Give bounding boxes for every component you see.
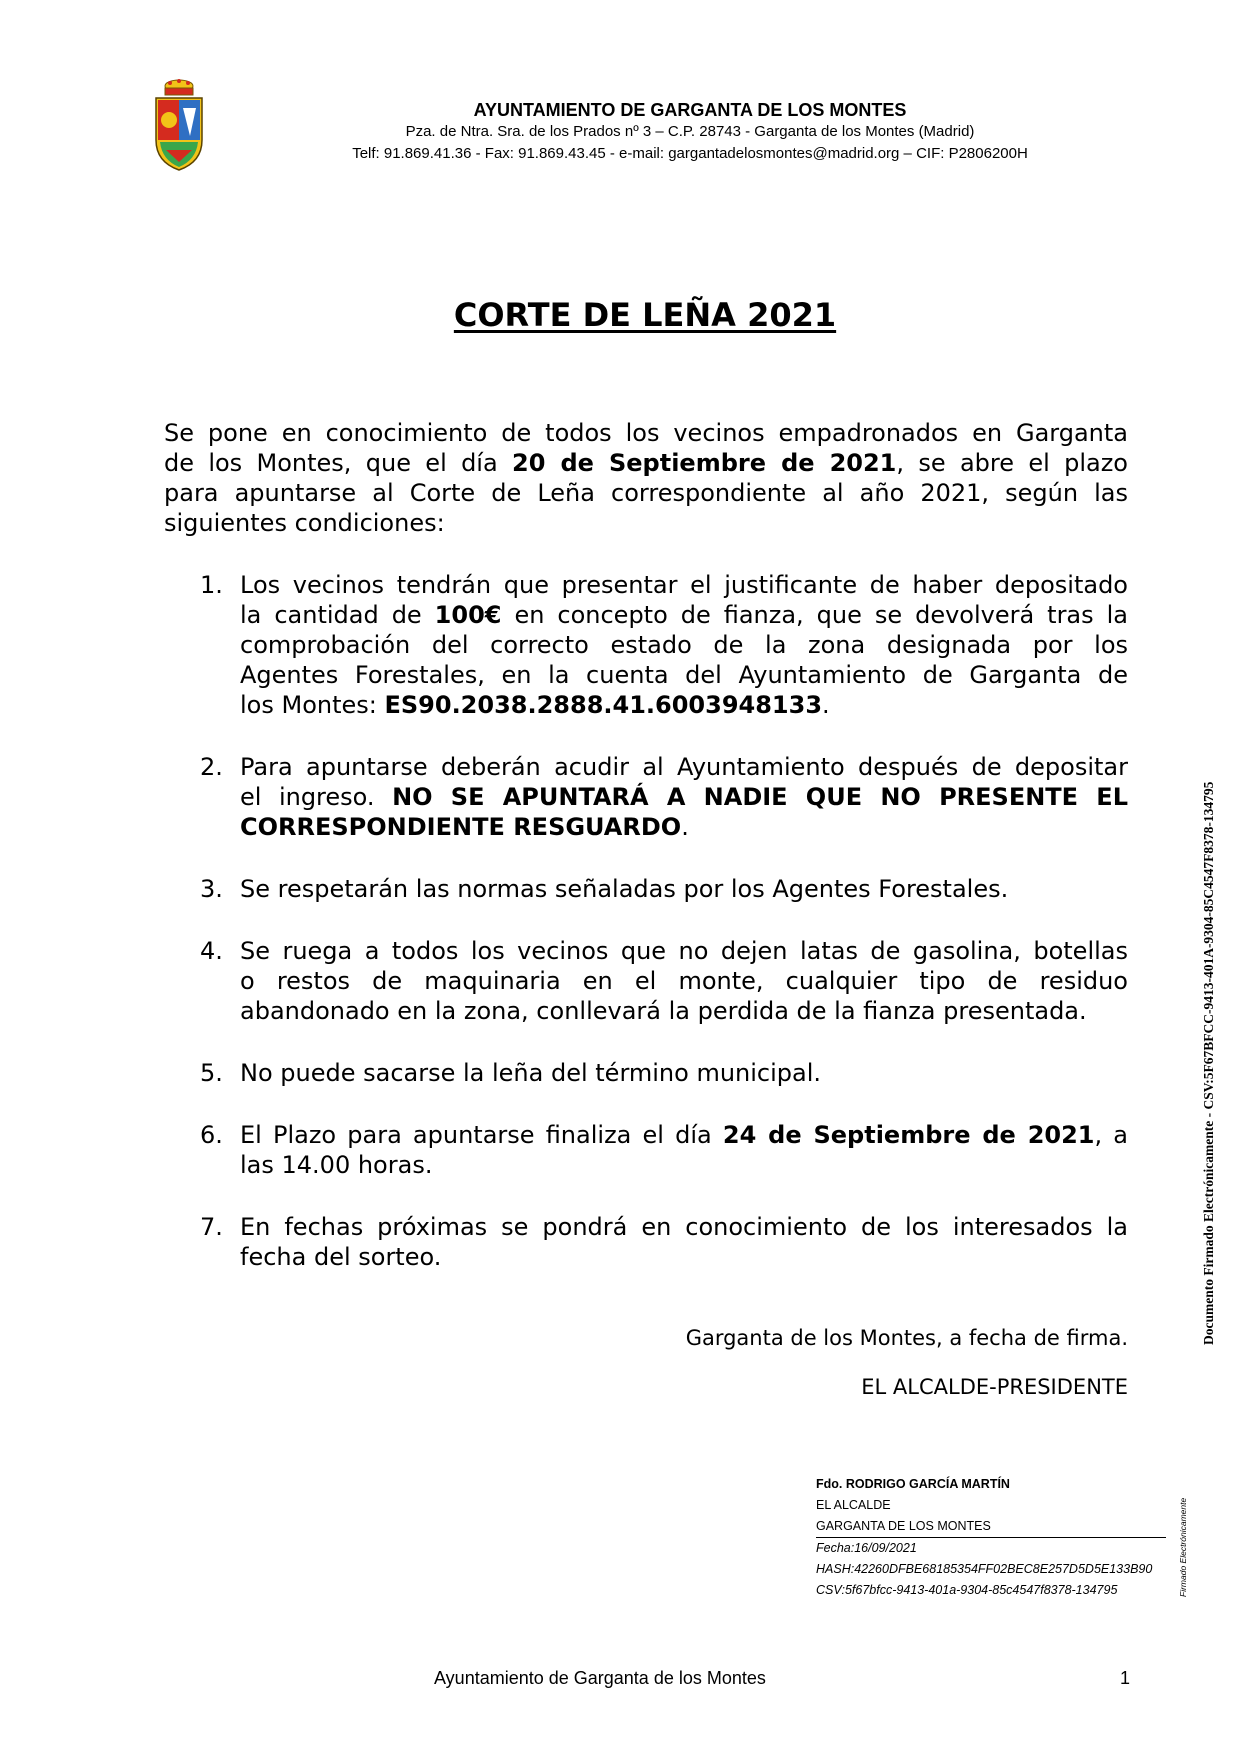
item-text: Se respetarán las normas señaladas por los Agentes Forestales.	[240, 875, 1009, 903]
item-number: 3.	[200, 875, 223, 903]
signature-csv: CSV:5f67bfcc-9413-401a-9304-85c4547f8378-134795	[816, 1583, 1118, 1597]
signature-entity: GARGANTA DE LOS MONTES	[816, 1519, 991, 1533]
signature-role: EL ALCALDE	[816, 1498, 891, 1512]
item-text: Se ruega a todos los vecinos que no dejen latas de gasolina, botellas o restos de maquinaria en el monte, cualquier tipo de residuo abandonado en la zona, conllevará la perdida de la fianza presentada.	[240, 937, 1128, 1025]
page-footer: Ayuntamiento de Garganta de los Montes	[434, 1668, 766, 1688]
coat-of-arms-icon	[152, 78, 206, 174]
warning-text: NO SE APUNTARÁ A NADIE QUE NO PRESENTE EL	[392, 783, 1128, 811]
document-title: CORTE DE LEÑA 2021	[453, 296, 837, 334]
electronic-signature-label: Firmado Electrónicamente	[1178, 1497, 1188, 1597]
item-number: 2.	[200, 753, 223, 781]
header-contact: Telf: 91.869.41.36 - Fax: 91.869.43.45 - e-mail: gargantadelosmontes@madrid.org – CIF: P2806200H	[352, 145, 1028, 162]
item-text: Los vecinos tendrán que presentar el justificante de haber depositado la cantidad de 100€ en concepto de fianza, que se devolverá tras la comprobación del correcto estado de la zona designada por los Agentes Forestales, en la cuenta del Ayuntamiento de Garganta de los Montes: ES90.2038.2888.41.6003948133.	[240, 571, 1128, 719]
item-number: 6.	[200, 1121, 223, 1149]
signer-title: EL ALCALDE-PRESIDENTE	[861, 1375, 1128, 1399]
signature-hash: HASH:42260DFBE68185354FF02BEC8E257D5D5E133B90	[816, 1562, 1153, 1576]
bank-account: ES90.2038.2888.41.6003948133	[384, 691, 823, 719]
open-date: 20 de Septiembre de 2021	[512, 449, 897, 477]
item-text: El Plazo para apuntarse finaliza el día 24 de Septiembre de 2021, a las 14.00 horas.	[240, 1121, 1129, 1179]
close-date: 24 de Septiembre de 2021	[722, 1121, 1095, 1149]
header-address: Pza. de Ntra. Sra. de los Prados nº 3 – C.P. 28743 - Garganta de los Montes (Madrid)	[405, 123, 975, 140]
intro-line: de los Montes, que el día 20 de Septiembre de 2021, se abre el plazo	[164, 449, 1128, 477]
header-name: AYUNTAMIENTO DE GARGANTA DE LOS MONTES	[473, 100, 907, 120]
signature-name: Fdo. RODRIGO GARCÍA MARTÍN	[816, 1477, 1010, 1491]
item-text: Para apuntarse deberán acudir al Ayuntamiento después de depositar el ingreso. NO SE APUNTARÁ A NADIE QUE NO PRESENTE EL CORRESPONDIENTE RESGUARDO.	[240, 753, 1128, 841]
warning-text: CORRESPONDIENTE RESGUARDO	[240, 813, 682, 841]
item-number: 5.	[200, 1059, 223, 1087]
item-number: 4.	[200, 937, 223, 965]
item-number: 1.	[200, 571, 223, 599]
signature-block	[816, 1474, 1166, 1601]
electronic-signature-csv: Documento Firmado Electrónicamente - CSV:5F67BFCC-9413-401A-9304-85C4547F8378-134795	[1201, 781, 1216, 1345]
intro-line: siguientes condiciones:	[164, 509, 445, 537]
intro-line: Se pone en conocimiento de todos los vecinos empadronados en Garganta	[164, 419, 1128, 447]
item-number: 7.	[200, 1213, 223, 1241]
intro-line: para apuntarse al Corte de Leña correspondiente al año 2021, según las	[164, 479, 1128, 507]
page-number: 1	[1120, 1668, 1131, 1688]
intro-paragraph	[164, 418, 1128, 538]
item-text: En fechas próximas se pondrá en conocimiento de los interesados la fecha del sorteo.	[240, 1213, 1128, 1271]
item-text: No puede sacarse la leña del término municipal.	[240, 1059, 822, 1087]
deposit-amount: 100€	[434, 601, 502, 629]
signature-date: Fecha:16/09/2021	[816, 1541, 917, 1555]
place-date: Garganta de los Montes, a fecha de firma.	[685, 1326, 1128, 1350]
